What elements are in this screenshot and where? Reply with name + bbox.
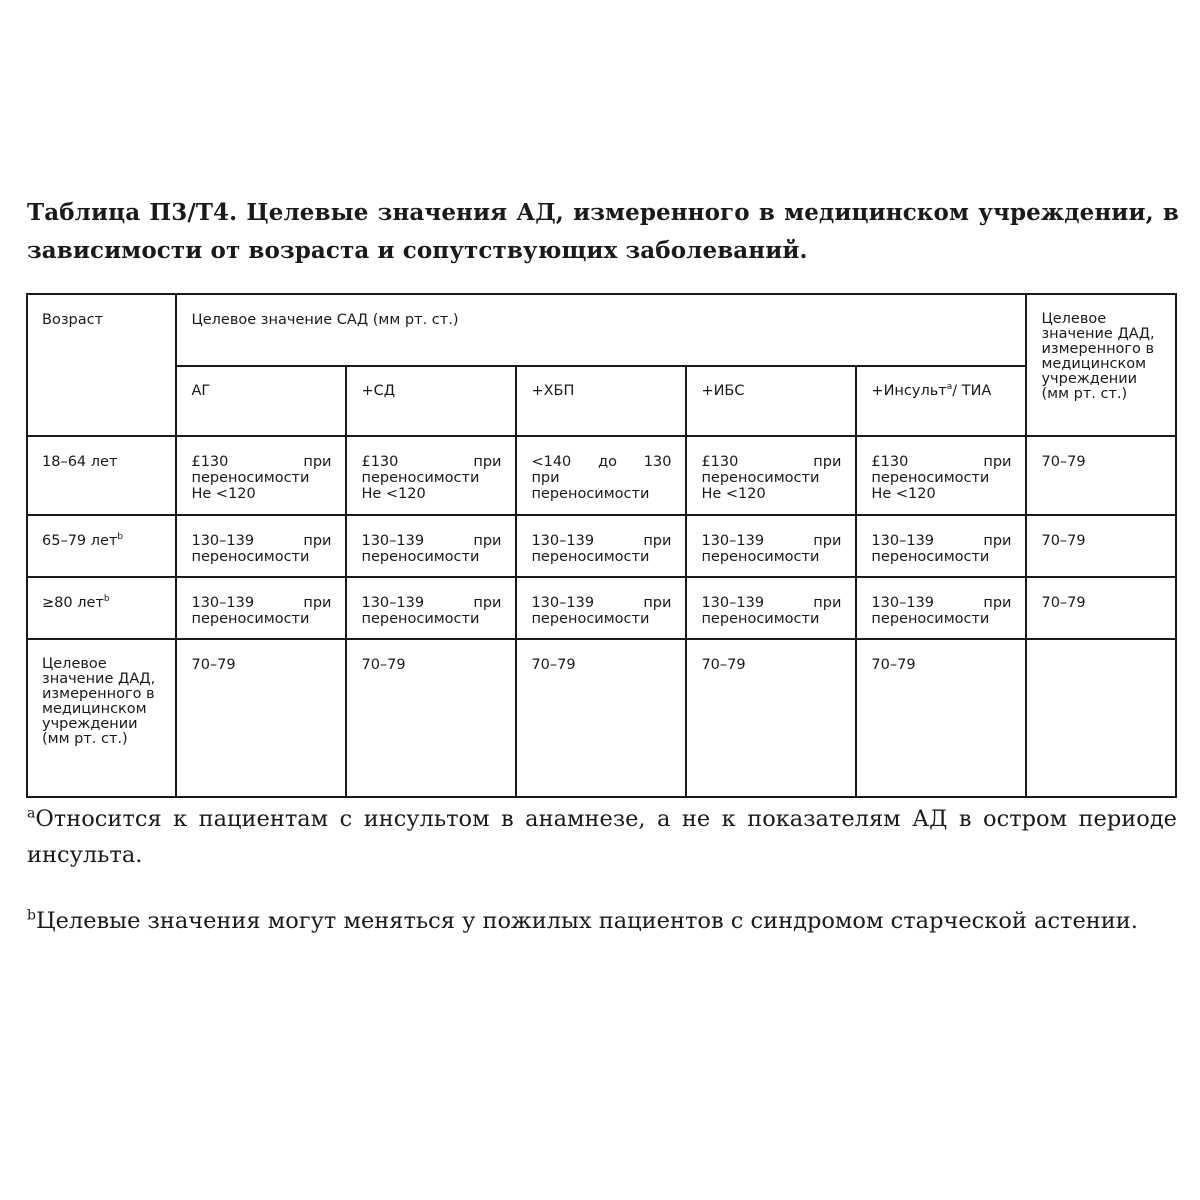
col-header-ag: АГ: [176, 366, 346, 436]
table-row: [27, 577, 1176, 639]
value-cell: 130–139 при переносимости: [176, 577, 346, 639]
footnote-b: $^b$Целевые значения могут меняться у пожилых пациентов с синдромом старческой астении.: [27, 907, 1138, 934]
value-cell: 130–139 при переносимости: [346, 577, 516, 639]
table-row: [27, 515, 1176, 577]
sad-header: Целевое значение САД (мм рт. ст.): [191, 312, 459, 328]
dad-row-label: Целевое значение ДАД, измеренного в медицинском учреждении (мм рт. ст.): [42, 656, 156, 747]
value-cell: 130–139 при переносимости: [516, 577, 686, 639]
col-header-sd: +СД: [346, 366, 516, 436]
footnote-a: $^a$Относится к пациентам с инсультом в анамнезе, а не к показателям АД в остром периоде инсульта.: [27, 805, 1177, 868]
value-cell: 70–79: [346, 639, 516, 797]
table-title: Таблица П3/Т4. Целевые значения АД, измеренного в медицинском учреждении, в зависимости от возраста и сопутствующих заболеваний.: [27, 199, 1179, 264]
value-cell: £130 при переносимости Не <120: [176, 436, 346, 515]
empty-cell: [1026, 639, 1176, 797]
value-cell: £130 при переносимости Не <120: [346, 436, 516, 515]
age-cell: 65–79 лет$^b$: [27, 515, 176, 577]
dad-header-cell: [1026, 294, 1176, 436]
value-cell: 70–79: [686, 639, 856, 797]
col-header-ibs: +ИБС: [686, 366, 856, 436]
sad-header-cell: [176, 294, 1026, 366]
dad-cell: 70–79: [1026, 577, 1176, 639]
age-header-cell: [27, 294, 176, 436]
value-cell: 130–139 при переносимости: [176, 515, 346, 577]
value-cell: 70–79: [856, 639, 1026, 797]
dad-cell: 70–79: [1026, 515, 1176, 577]
age-header: Возраст: [42, 312, 104, 328]
value-cell: 70–79: [516, 639, 686, 797]
value-cell: £130 при переносимости Не <120: [686, 436, 856, 515]
value-cell: 130–139 при переносимости: [856, 515, 1026, 577]
value-cell: 130–139 при переносимости: [686, 577, 856, 639]
value-cell: 130–139 при переносимости: [516, 515, 686, 577]
col-header-hbp: +ХБП: [516, 366, 686, 436]
value-cell: 130–139 при переносимости: [346, 515, 516, 577]
age-cell: ≥80 лет$^b$: [27, 577, 176, 639]
value-cell: 130–139 при переносимости: [686, 515, 856, 577]
value-cell: 130–139 при переносимости: [856, 577, 1026, 639]
table-row: [27, 639, 1176, 797]
table-row: [27, 436, 1176, 515]
age-cell: 18–64 лет: [27, 436, 176, 515]
dad-header: Целевое значение ДАД, измеренного в медицинском учреждении (мм рт. ст.): [1041, 311, 1155, 402]
bp-target-table: [26, 293, 1177, 798]
col-header-stroke: +Инсульт$^а$/ ТИА: [856, 366, 1026, 436]
value-cell: £130 при переносимости Не <120: [856, 436, 1026, 515]
dad-cell: 70–79: [1026, 436, 1176, 515]
dad-row-label-cell: [27, 639, 176, 797]
value-cell: <140 до 130 при переносимости: [516, 436, 686, 515]
value-cell: 70–79: [176, 639, 346, 797]
